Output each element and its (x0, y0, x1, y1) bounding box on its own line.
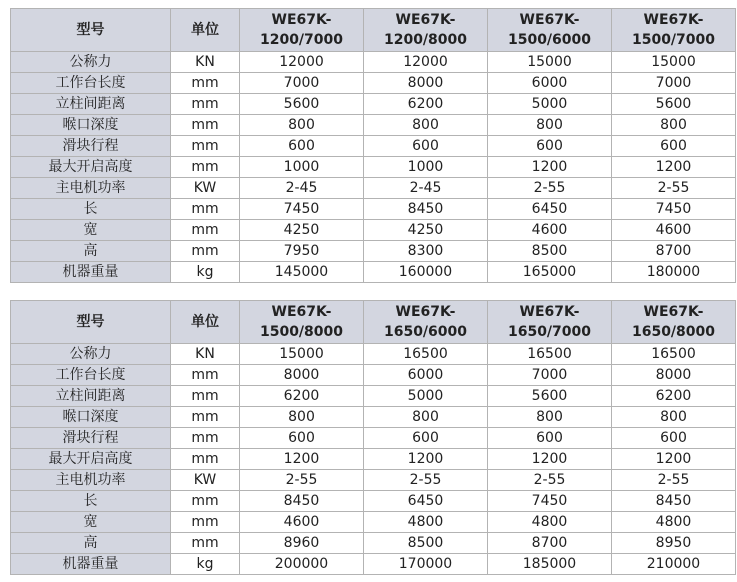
row-label: 公称力 (11, 344, 171, 365)
header-model-name: WE67K- 1500/6000 (488, 9, 612, 52)
row-value: 800 (488, 407, 612, 428)
row-value: 8950 (612, 533, 736, 554)
row-value: 8300 (364, 241, 488, 262)
row-unit: mm (171, 533, 240, 554)
header-model-name: WE67K- 1650/7000 (488, 301, 612, 344)
table-row (11, 386, 736, 407)
row-unit: mm (171, 449, 240, 470)
row-value: 800 (612, 407, 736, 428)
table-row (11, 136, 736, 157)
row-value: 600 (364, 136, 488, 157)
table-row (11, 491, 736, 512)
row-unit: kg (171, 554, 240, 575)
row-value: 7450 (612, 199, 736, 220)
row-unit: mm (171, 241, 240, 262)
row-value: 8960 (240, 533, 364, 554)
spec-table-2 (10, 300, 736, 575)
row-value: 1200 (612, 157, 736, 178)
table-row (11, 428, 736, 449)
row-label: 立柱间距离 (11, 386, 171, 407)
row-value: 800 (240, 407, 364, 428)
row-value: 5000 (364, 386, 488, 407)
table-header-row (11, 301, 736, 344)
row-unit: mm (171, 491, 240, 512)
row-value: 8000 (240, 365, 364, 386)
row-value: 16500 (612, 344, 736, 365)
table-row (11, 115, 736, 136)
row-value: 165000 (488, 262, 612, 283)
row-label: 主电机功率 (11, 178, 171, 199)
header-model-name: WE67K- 1500/7000 (612, 9, 736, 52)
row-value: 800 (488, 115, 612, 136)
row-value: 2-55 (240, 470, 364, 491)
table-header-row (11, 9, 736, 52)
row-value: 4800 (364, 512, 488, 533)
row-label: 工作台长度 (11, 73, 171, 94)
table-row (11, 344, 736, 365)
row-value: 2-55 (488, 470, 612, 491)
row-value: 600 (364, 428, 488, 449)
row-unit: mm (171, 94, 240, 115)
row-value: 7450 (240, 199, 364, 220)
row-value: 170000 (364, 554, 488, 575)
row-value: 6200 (612, 386, 736, 407)
row-value: 15000 (612, 52, 736, 73)
row-value: 600 (240, 136, 364, 157)
row-value: 6450 (488, 199, 612, 220)
row-value: 160000 (364, 262, 488, 283)
row-value: 1200 (488, 157, 612, 178)
row-label: 滑块行程 (11, 136, 171, 157)
row-value: 15000 (488, 52, 612, 73)
table-row (11, 220, 736, 241)
row-value: 7000 (240, 73, 364, 94)
row-unit: mm (171, 386, 240, 407)
row-value: 6450 (364, 491, 488, 512)
table-row (11, 554, 736, 575)
row-value: 2-55 (364, 470, 488, 491)
row-label: 最大开启高度 (11, 449, 171, 470)
table-row (11, 52, 736, 73)
row-unit: mm (171, 157, 240, 178)
row-value: 8000 (364, 73, 488, 94)
row-label: 长 (11, 491, 171, 512)
header-model: 型号 (11, 301, 171, 344)
row-value: 8700 (612, 241, 736, 262)
row-value: 600 (488, 428, 612, 449)
row-unit: mm (171, 199, 240, 220)
row-value: 16500 (488, 344, 612, 365)
row-value: 6200 (364, 94, 488, 115)
row-value: 180000 (612, 262, 736, 283)
row-value: 8500 (364, 533, 488, 554)
row-value: 6000 (488, 73, 612, 94)
row-label: 高 (11, 533, 171, 554)
header-model-name: WE67K- 1650/8000 (612, 301, 736, 344)
row-value: 15000 (240, 344, 364, 365)
row-value: 16500 (364, 344, 488, 365)
row-value: 1000 (364, 157, 488, 178)
row-value: 7450 (488, 491, 612, 512)
row-unit: mm (171, 407, 240, 428)
row-value: 8450 (612, 491, 736, 512)
row-value: 2-55 (612, 470, 736, 491)
table-row (11, 178, 736, 199)
row-value: 5600 (488, 386, 612, 407)
table-row (11, 262, 736, 283)
row-value: 600 (240, 428, 364, 449)
row-value: 600 (612, 428, 736, 449)
row-value: 800 (612, 115, 736, 136)
row-value: 4250 (364, 220, 488, 241)
table-row (11, 470, 736, 491)
row-unit: mm (171, 428, 240, 449)
table-row (11, 73, 736, 94)
row-value: 8450 (240, 491, 364, 512)
row-value: 12000 (240, 52, 364, 73)
row-label: 高 (11, 241, 171, 262)
row-value: 2-55 (612, 178, 736, 199)
row-value: 2-45 (240, 178, 364, 199)
row-value: 4600 (612, 220, 736, 241)
row-unit: KW (171, 178, 240, 199)
table-row (11, 94, 736, 115)
row-value: 1000 (240, 157, 364, 178)
row-label: 立柱间距离 (11, 94, 171, 115)
row-value: 6200 (240, 386, 364, 407)
row-value: 5600 (240, 94, 364, 115)
table-row (11, 533, 736, 554)
row-label: 最大开启高度 (11, 157, 171, 178)
row-unit: mm (171, 73, 240, 94)
row-value: 8000 (612, 365, 736, 386)
row-unit: mm (171, 220, 240, 241)
row-value: 7950 (240, 241, 364, 262)
table-row (11, 449, 736, 470)
row-unit: mm (171, 365, 240, 386)
row-unit: KN (171, 344, 240, 365)
row-value: 8500 (488, 241, 612, 262)
row-unit: KW (171, 470, 240, 491)
row-value: 7000 (488, 365, 612, 386)
header-model-name: WE67K- 1500/8000 (240, 301, 364, 344)
header-model-name: WE67K- 1200/7000 (240, 9, 364, 52)
header-unit: 单位 (171, 301, 240, 344)
row-value: 800 (364, 407, 488, 428)
row-value: 600 (612, 136, 736, 157)
row-label: 宽 (11, 220, 171, 241)
table-row (11, 199, 736, 220)
row-value: 8700 (488, 533, 612, 554)
row-label: 长 (11, 199, 171, 220)
row-value: 7000 (612, 73, 736, 94)
table-row (11, 512, 736, 533)
row-label: 滑块行程 (11, 428, 171, 449)
row-value: 5000 (488, 94, 612, 115)
row-value: 800 (364, 115, 488, 136)
row-label: 公称力 (11, 52, 171, 73)
header-unit: 单位 (171, 9, 240, 52)
table-row (11, 157, 736, 178)
header-model-name: WE67K- 1650/6000 (364, 301, 488, 344)
table-row (11, 365, 736, 386)
row-value: 210000 (612, 554, 736, 575)
table-row (11, 407, 736, 428)
header-model: 型号 (11, 9, 171, 52)
row-value: 2-45 (364, 178, 488, 199)
row-value: 1200 (240, 449, 364, 470)
row-value: 12000 (364, 52, 488, 73)
row-value: 800 (240, 115, 364, 136)
row-label: 喉口深度 (11, 407, 171, 428)
row-value: 600 (488, 136, 612, 157)
spec-table-1 (10, 8, 736, 283)
header-model-name: WE67K- 1200/8000 (364, 9, 488, 52)
row-value: 4600 (488, 220, 612, 241)
row-value: 6000 (364, 365, 488, 386)
row-unit: mm (171, 115, 240, 136)
row-value: 4800 (612, 512, 736, 533)
row-value: 1200 (488, 449, 612, 470)
row-value: 8450 (364, 199, 488, 220)
row-value: 5600 (612, 94, 736, 115)
row-value: 1200 (612, 449, 736, 470)
row-label: 工作台长度 (11, 365, 171, 386)
row-value: 145000 (240, 262, 364, 283)
row-label: 主电机功率 (11, 470, 171, 491)
table-row (11, 241, 736, 262)
row-value: 2-55 (488, 178, 612, 199)
row-value: 4250 (240, 220, 364, 241)
row-value: 1200 (364, 449, 488, 470)
row-unit: mm (171, 136, 240, 157)
row-unit: mm (171, 512, 240, 533)
row-value: 4800 (488, 512, 612, 533)
row-label: 宽 (11, 512, 171, 533)
row-label: 机器重量 (11, 554, 171, 575)
row-label: 喉口深度 (11, 115, 171, 136)
row-label: 机器重量 (11, 262, 171, 283)
row-value: 200000 (240, 554, 364, 575)
row-value: 4600 (240, 512, 364, 533)
row-unit: kg (171, 262, 240, 283)
row-unit: KN (171, 52, 240, 73)
row-value: 185000 (488, 554, 612, 575)
